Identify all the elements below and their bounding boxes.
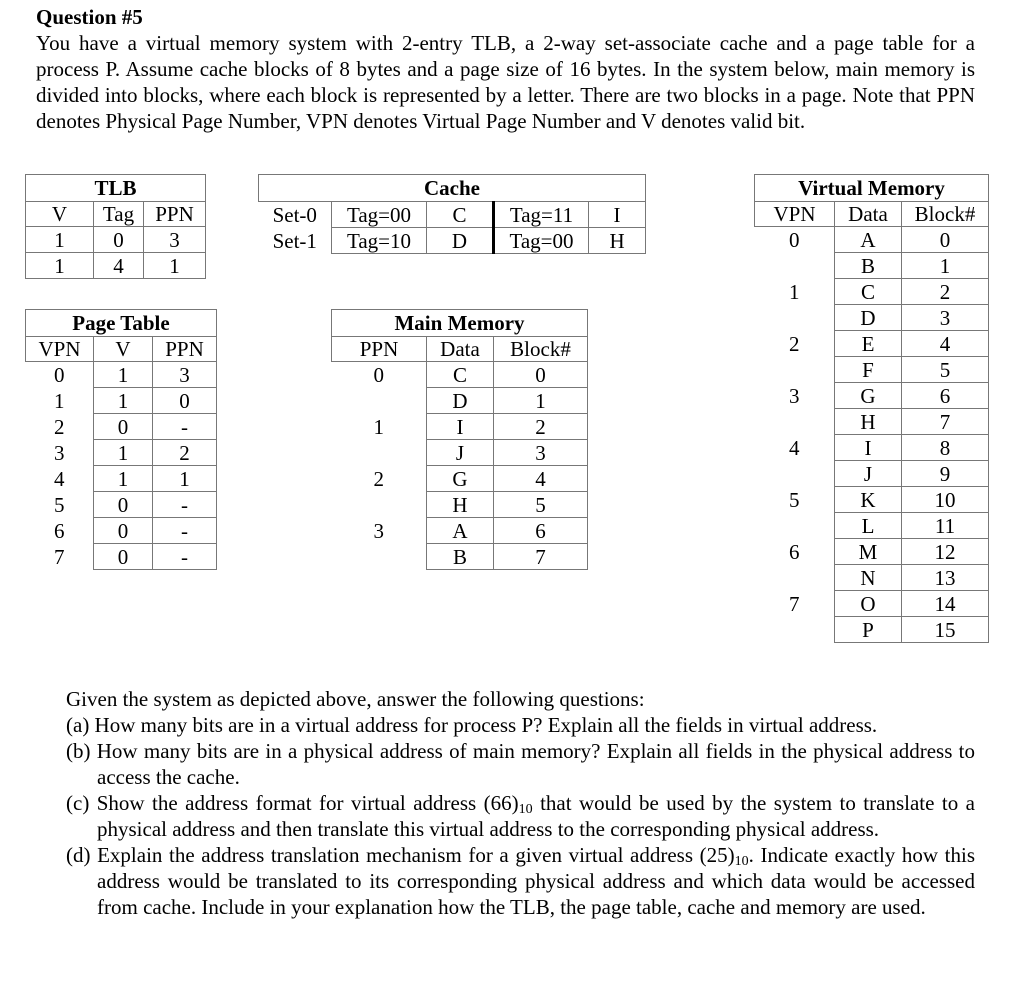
table-cell: 10 xyxy=(902,487,989,513)
table-cell xyxy=(332,492,427,518)
table-cell: A xyxy=(835,227,902,253)
column-header: VPN xyxy=(755,202,835,227)
table-cell: - xyxy=(153,492,217,518)
table-row xyxy=(26,466,217,492)
table-row xyxy=(26,492,217,518)
table-row xyxy=(755,279,989,305)
table-row xyxy=(332,362,588,388)
table-cell xyxy=(755,305,835,331)
table-cell: 1 xyxy=(902,253,989,279)
table-cell: M xyxy=(835,539,902,565)
column-header: Data xyxy=(835,202,902,227)
cache-set-row xyxy=(259,202,646,228)
table-cell: 2 xyxy=(789,331,800,356)
table-cell: 0 xyxy=(494,362,588,388)
table-cell: 1 xyxy=(373,414,384,439)
table-cell: I xyxy=(427,414,494,440)
table-cell: 3 xyxy=(54,440,65,465)
table-cell: 1 xyxy=(144,253,206,279)
table-cell: - xyxy=(153,518,217,544)
table-row xyxy=(755,331,989,357)
table-cell: 11 xyxy=(902,513,989,539)
table-cell: C xyxy=(427,362,494,388)
table-cell: 0 xyxy=(94,492,153,518)
questions-lead: Given the system as depicted above, answer the following questions: xyxy=(66,687,645,711)
header-row xyxy=(332,337,588,362)
question-d-base: 10 xyxy=(734,854,749,869)
cache-set-row xyxy=(259,228,646,254)
table-cell: 6 xyxy=(494,518,588,544)
table-cell: 14 xyxy=(902,591,989,617)
table-row xyxy=(755,253,989,279)
table-cell xyxy=(332,544,427,570)
table-cell: D xyxy=(427,388,494,414)
table-cell: 0 xyxy=(153,388,217,414)
table-cell: 4 xyxy=(94,253,144,279)
cache-way0-data: D xyxy=(427,228,494,254)
table-row xyxy=(755,305,989,331)
table-cell: 3 xyxy=(902,305,989,331)
table-cell: 0 xyxy=(789,227,800,252)
column-header: V xyxy=(94,337,153,362)
table-row xyxy=(26,227,206,253)
table-cell: O xyxy=(835,591,902,617)
table-cell: P xyxy=(835,617,902,643)
question-d xyxy=(66,842,975,920)
table-title: Main Memory xyxy=(332,310,588,337)
column-header: Block# xyxy=(494,337,588,362)
question-b: (b) How many bits are in a physical address of main memory? Explain all fields in the physical address to access the cache. xyxy=(66,739,975,789)
table-cell: E xyxy=(835,331,902,357)
column-header: Block# xyxy=(902,202,989,227)
cache-way1-data: I xyxy=(589,202,646,228)
table-cell: N xyxy=(835,565,902,591)
table-row xyxy=(755,383,989,409)
table-row xyxy=(755,487,989,513)
table-row xyxy=(332,440,588,466)
cache-way0-tag: Tag=10 xyxy=(332,228,427,254)
table-cell: 5 xyxy=(789,487,800,512)
table-cell: 0 xyxy=(94,414,153,440)
table-row xyxy=(755,617,989,643)
table-row xyxy=(26,388,217,414)
cache-table xyxy=(258,174,646,254)
table-cell: 3 xyxy=(789,383,800,408)
table-cell: 3 xyxy=(144,227,206,253)
table-cell: 9 xyxy=(902,461,989,487)
table-cell: 0 xyxy=(94,227,144,253)
table-cell: H xyxy=(835,409,902,435)
table-cell: 0 xyxy=(373,362,384,387)
cache-way1-tag: Tag=00 xyxy=(494,228,589,254)
table-row xyxy=(332,518,588,544)
table-cell: J xyxy=(427,440,494,466)
table-cell xyxy=(755,565,835,591)
table-cell: 7 xyxy=(902,409,989,435)
virtual-memory-table xyxy=(754,174,989,643)
table-cell: 1 xyxy=(494,388,588,414)
table-cell: 12 xyxy=(902,539,989,565)
header-row xyxy=(26,202,206,227)
table-cell: 0 xyxy=(94,518,153,544)
table-cell: 7 xyxy=(54,544,65,569)
column-header: VPN xyxy=(26,337,94,362)
table-row xyxy=(755,357,989,383)
cache-way0-data: C xyxy=(427,202,494,228)
table-row xyxy=(755,435,989,461)
question-c-base: 10 xyxy=(518,802,533,817)
cache-way0-tag: Tag=00 xyxy=(332,202,427,228)
header-row xyxy=(755,202,989,227)
table-cell: 0 xyxy=(902,227,989,253)
title-row xyxy=(26,175,206,202)
table-row xyxy=(26,544,217,570)
table-cell: 5 xyxy=(902,357,989,383)
table-cell: J xyxy=(835,461,902,487)
question-c-text-rest: that would be used by the system to translate to a physical address and then translate this virtual address to the corresponding physical address. xyxy=(97,791,975,841)
table-cell xyxy=(755,461,835,487)
table-cell: 2 xyxy=(54,414,65,439)
table-cell xyxy=(755,513,835,539)
question-d-text: (d) Explain the address translation mechanism for a given virtual address (25) xyxy=(66,843,735,867)
table-cell: 1 xyxy=(789,279,800,304)
table-row xyxy=(26,414,217,440)
table-cell: 13 xyxy=(902,565,989,591)
table-row xyxy=(755,461,989,487)
question-c xyxy=(66,790,975,842)
question-title: Question #5 xyxy=(36,5,143,29)
table-cell: 1 xyxy=(54,388,65,413)
column-header: PPN xyxy=(332,337,427,362)
table-cell: L xyxy=(835,513,902,539)
table-cell: - xyxy=(153,414,217,440)
question-a: (a) How many bits are in a virtual address for process P? Explain all the fields in virtual address. xyxy=(66,713,878,737)
table-cell: 1 xyxy=(94,362,153,388)
title-row xyxy=(755,175,989,202)
table-cell: C xyxy=(835,279,902,305)
table-title: Page Table xyxy=(26,310,217,337)
question-d-text-rest: . Indicate exactly how this address would be translated to its corresponding physical address and which data would be accessed from cache. Include in your explanation how the TLB, the page table, cache and memory are used. xyxy=(97,843,976,919)
table-cell: F xyxy=(835,357,902,383)
title-row xyxy=(332,310,588,337)
table-cell: 0 xyxy=(94,544,153,570)
table-cell: K xyxy=(835,487,902,513)
table-cell: - xyxy=(153,544,217,570)
cache-set-label: Set-1 xyxy=(272,228,317,253)
column-header: PPN xyxy=(144,202,206,227)
table-cell: G xyxy=(835,383,902,409)
table-row xyxy=(332,388,588,414)
table-cell: 1 xyxy=(153,466,217,492)
table-cell: 2 xyxy=(494,414,588,440)
column-header: Data xyxy=(427,337,494,362)
table-row xyxy=(755,565,989,591)
table-cell: G xyxy=(427,466,494,492)
question-c-text: (c) Show the address format for virtual address (66) xyxy=(66,791,519,815)
table-cell xyxy=(332,440,427,466)
table-row xyxy=(755,591,989,617)
table-cell: 8 xyxy=(902,435,989,461)
table-row xyxy=(332,414,588,440)
table-cell: 0 xyxy=(54,362,65,387)
table-title: TLB xyxy=(26,175,206,202)
table-row xyxy=(26,362,217,388)
column-header: PPN xyxy=(153,337,217,362)
table-cell: 2 xyxy=(373,466,384,491)
table-cell: 4 xyxy=(789,435,800,460)
table-row xyxy=(26,440,217,466)
table-row xyxy=(332,492,588,518)
main-memory-table xyxy=(331,309,588,570)
table-cell xyxy=(755,253,835,279)
table-cell xyxy=(755,617,835,643)
table-row xyxy=(332,544,588,570)
column-header: V xyxy=(26,202,94,227)
table-cell: 2 xyxy=(902,279,989,305)
table-cell: 6 xyxy=(902,383,989,409)
table-row xyxy=(755,227,989,253)
table-row xyxy=(755,539,989,565)
table-row xyxy=(332,466,588,492)
table-cell: 1 xyxy=(94,440,153,466)
table-title: Cache xyxy=(259,175,646,202)
table-cell: 3 xyxy=(373,518,384,543)
table-cell: H xyxy=(427,492,494,518)
cache-way1-tag: Tag=11 xyxy=(494,202,589,228)
table-cell: 4 xyxy=(54,466,65,491)
table-cell: 7 xyxy=(789,591,800,616)
table-cell: 1 xyxy=(26,227,94,253)
title-row xyxy=(26,310,217,337)
table-cell: 6 xyxy=(54,518,65,543)
table-cell: B xyxy=(427,544,494,570)
table-cell: 3 xyxy=(153,362,217,388)
table-cell: 5 xyxy=(494,492,588,518)
table-cell: I xyxy=(835,435,902,461)
table-cell: 6 xyxy=(789,539,800,564)
table-cell xyxy=(332,388,427,414)
cache-way1-data: H xyxy=(589,228,646,254)
question-intro: You have a virtual memory system with 2-entry TLB, a 2-way set-associate cache and a page table for a process P. Assume cache blocks of 8 bytes and a page size of 16 bytes. In the system below, main memory is divided into blocks, where each block is represented by a letter. There are two blocks in a page. Note that PPN denotes Physical Page Number, VPN denotes Virtual Page Number and V denotes valid bit. xyxy=(36,31,975,133)
header-row xyxy=(26,337,217,362)
table-cell: 7 xyxy=(494,544,588,570)
table-cell: 4 xyxy=(494,466,588,492)
cache-set-label: Set-0 xyxy=(272,202,317,227)
table-row xyxy=(755,513,989,539)
table-cell: D xyxy=(835,305,902,331)
table-row xyxy=(755,409,989,435)
table-cell: 1 xyxy=(94,466,153,492)
table-cell: 4 xyxy=(902,331,989,357)
table-cell xyxy=(755,409,835,435)
table-cell: A xyxy=(427,518,494,544)
table-cell: 5 xyxy=(54,492,65,517)
table-cell: 3 xyxy=(494,440,588,466)
title-row xyxy=(259,175,646,202)
table-cell: 15 xyxy=(902,617,989,643)
table-title: Virtual Memory xyxy=(755,175,989,202)
table-cell xyxy=(755,357,835,383)
table-cell: B xyxy=(835,253,902,279)
page-table xyxy=(25,309,217,570)
tlb-table xyxy=(25,174,206,279)
table-row xyxy=(26,253,206,279)
table-cell: 1 xyxy=(94,388,153,414)
table-row xyxy=(26,518,217,544)
table-cell: 2 xyxy=(153,440,217,466)
column-header: Tag xyxy=(94,202,144,227)
questions-section xyxy=(66,686,975,920)
table-cell: 1 xyxy=(26,253,94,279)
